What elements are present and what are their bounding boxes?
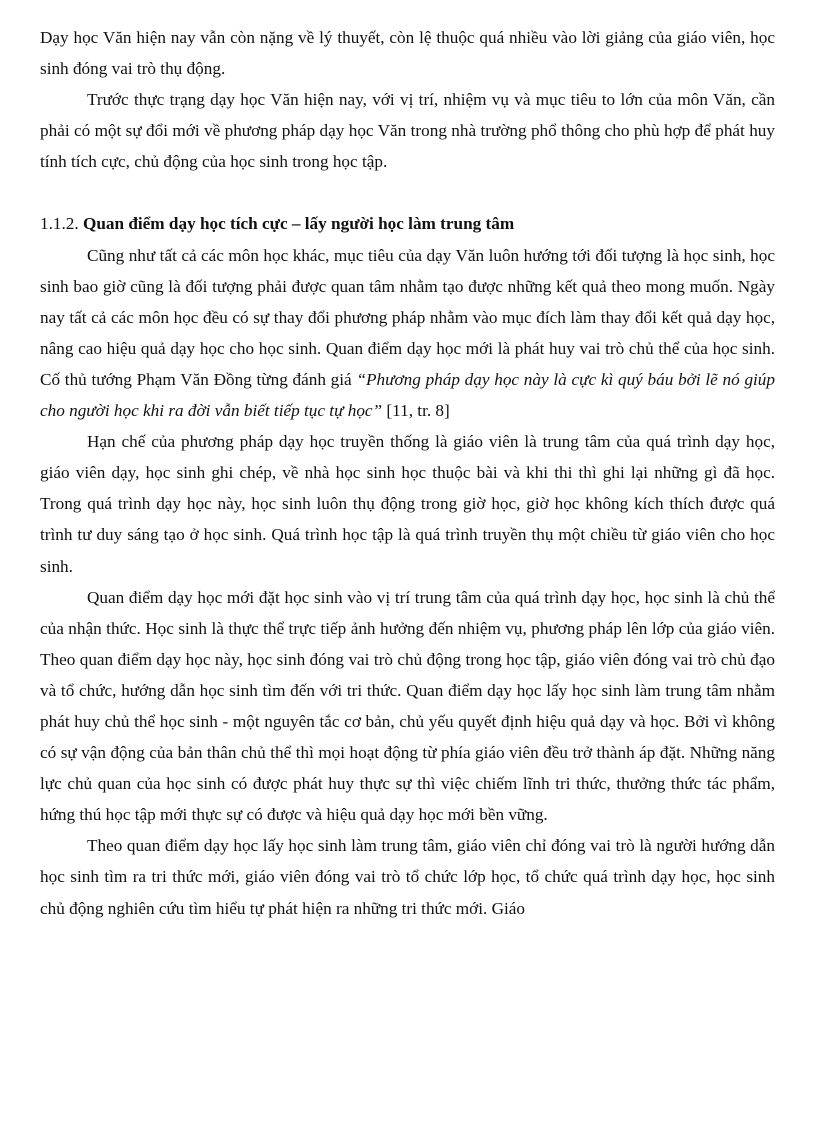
paragraph-traditional-limits: Hạn chế của phương pháp dạy học truyền thống là giáo viên là trung tâm của quá trình dạy học, giáo viên dạy, học sinh ghi chép, về nhà học sinh học thuộc bài và khi thi thì ghi lại những gì đã học. Trong quá trình dạy học này, học sinh luôn thụ động trong giờ học, giờ học không kích thích được quá trình tư duy sáng tạo ở học sinh. Quá trình học tập là quá trình truyền thụ một chiều từ giáo viên cho học sinh. [40,432,775,576]
section-title: Quan điểm dạy học tích cực – lấy người học làm trung tâm [82,214,515,234]
paragraph-student-centered: Quan điểm dạy học mới đặt học sinh vào vị trí trung tâm của quá trình dạy học, học sinh là chủ thể của nhận thức. Học sinh là thực thể trực tiếp ảnh hưởng đến nhiệm vụ, phương pháp lên lớp của giáo viên. Theo quan điểm dạy học này, học sinh đóng vai trò chủ động trong học tập, giáo viên đóng vai trò chủ đạo và tổ chức, hướng dẫn học sinh tìm đến với tri thức. Quan điểm dạy học lấy học sinh làm trung tâm nhằm phát huy chủ thể học sinh - một nguyên tắc cơ bản, chủ yếu quyết định hiệu quả dạy và học. Bởi vì không có sự vận động của bản thân chủ thể thì mọi hoạt động từ phía giáo viên đều trở thành áp đặt. Những năng lực chủ quan của học sinh có được phát huy thực sự thì việc chiếm lĩnh tri thức, thưởng thức tác phẩm, hứng thú học tập mới thực sự có được và hiệu quả dạy học mới bền vững. [40,587,775,825]
paragraph-continuation: Dạy học Văn hiện nay vẫn còn nặng về lý thuyết, còn lệ thuộc quá nhiều vào lời giảng của giáo viên, học sinh đóng vai trò thụ động. [40,28,775,79]
italic-quote: “Phương pháp dạy học này là cực kì quý báu bởi lẽ nó giúp cho người học khi ra đời vẫn biết tiếp tục tự học” [40,369,775,421]
section-heading [40,208,775,239]
paragraph-text: Cũng như tất cả các môn học khác, mục tiêu của dạy Văn luôn hướng tới đối tượng là học sinh, học sinh bao giờ cũng là đối tượng phải được quan tâm nhằm tạo được những kết quả theo mong muốn. Ngày nay tất cả các môn học đều có sự thay đổi phương pháp nhằm vào mục đích làm thay đổi kết quả dạy học, nâng cao hiệu quả dạy học cho học sinh. Quan điểm dạy học mới là phát huy vai trò chủ thể của học sinh. Cố thủ tướng Phạm Văn Đồng từng đánh giá [40,245,775,389]
paragraph-teaching-goal [40,240,775,427]
blank-line [40,177,775,208]
paragraph-current-situation: Trước thực trạng dạy học Văn hiện nay, với vị trí, nhiệm vụ và mục tiêu to lớn của môn Văn, cần phải có một sự đổi mới về phương pháp dạy học Văn trong nhà trường phổ thông cho phù hợp để phát huy tính tích cực, chủ động của học sinh trong học tập. [40,90,775,172]
paragraph-teacher-role: Theo quan điểm dạy học lấy học sinh làm trung tâm, giáo viên chỉ đóng vai trò là người hướng dẫn học sinh tìm ra tri thức mới, giáo viên đóng vai trò tổ chức lớp học, tổ chức quá trình dạy học, học sinh chủ động nghiên cứu tìm hiểu tự phát hiện ra những tri thức mới. Giáo [40,836,775,918]
citation: [11, tr. 8] [382,401,450,421]
section-number: 1.1.2. [40,214,79,234]
document-page [40,22,775,924]
